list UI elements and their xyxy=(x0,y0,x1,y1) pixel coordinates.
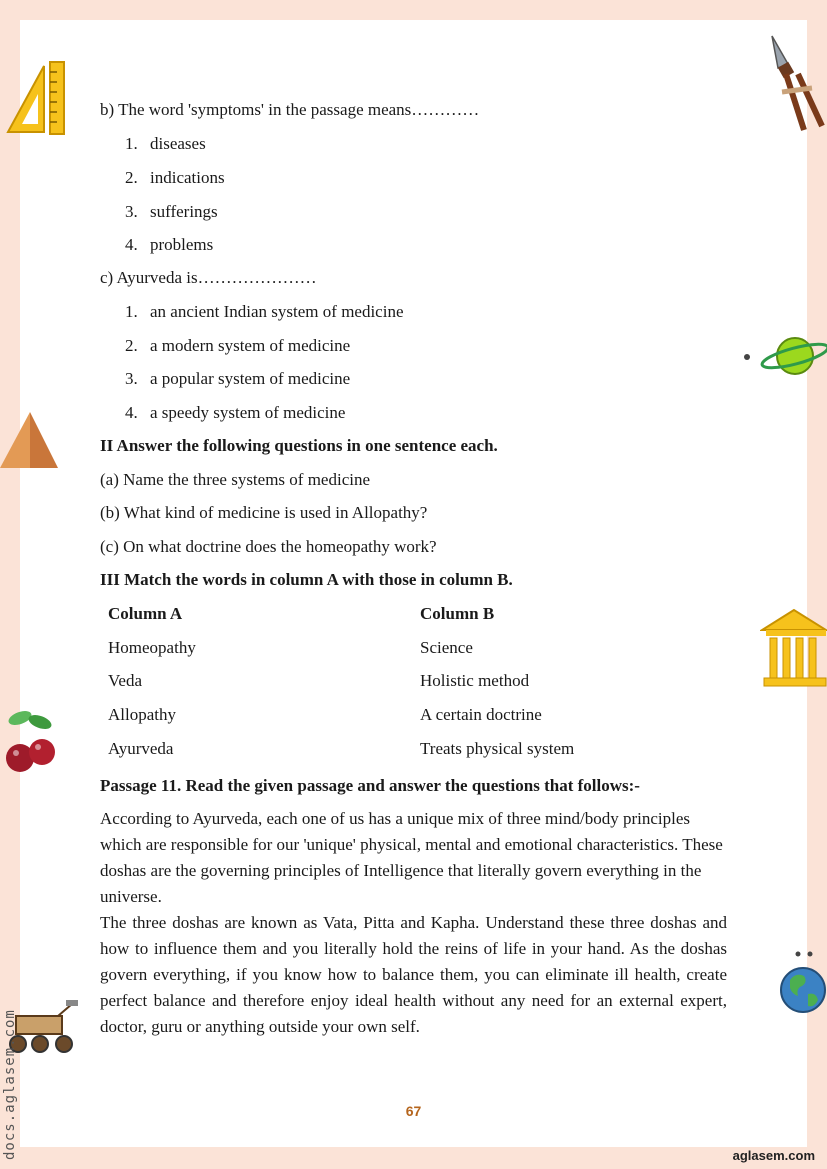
option-b-2: 2. indications xyxy=(125,168,225,187)
option-b-4: 4. problems xyxy=(125,235,214,254)
earth-globe-icon xyxy=(776,946,827,1018)
section-2-question-b: (b) What kind of medicine is used in Allopathy? xyxy=(100,503,428,522)
section-3-heading: III Match the words in column A with those in column B. xyxy=(100,570,513,589)
watermark-text: docs.aglasem.com xyxy=(2,1009,18,1160)
column-a-item: Veda xyxy=(108,671,142,690)
column-b-header: Column B xyxy=(420,604,495,623)
page-number: 67 xyxy=(405,1103,422,1119)
column-a-item: Homeopathy xyxy=(108,638,196,657)
option-c-3: 3. a popular system of medicine xyxy=(125,369,351,388)
question-c-stem: c) Ayurveda is………………… xyxy=(100,268,317,287)
site-name: aglasem.com xyxy=(732,1148,815,1163)
pyramid-icon xyxy=(0,410,60,470)
column-b-item: Treats physical system xyxy=(420,739,575,758)
option-c-1: 1. an ancient Indian system of medicine xyxy=(125,302,404,321)
section-2-question-a: (a) Name the three systems of medicine xyxy=(100,470,371,489)
section-2-question-c: (c) On what doctrine does the homeopathy work? xyxy=(100,537,437,556)
trowel-icon xyxy=(768,34,827,134)
set-square-ruler-icon xyxy=(4,60,68,136)
section-2-heading: II Answer the following questions in one sentence each. xyxy=(100,436,498,455)
berries-icon xyxy=(2,708,58,780)
option-b-1: 1. diseases xyxy=(125,134,206,153)
column-b-item: A certain doctrine xyxy=(420,705,542,724)
temple-icon xyxy=(760,608,827,688)
option-b-3: 3. sufferings xyxy=(125,202,218,221)
column-a-header: Column A xyxy=(108,604,183,623)
question-b-stem: b) The word 'symptoms' in the passage means………… xyxy=(100,100,480,119)
column-a-item: Allopathy xyxy=(108,705,176,724)
passage-paragraph-2: The three doshas are known as Vata, Pitta and Kapha. Understand these three doshas and how to influence them and you literally hold the reins of life in your hand. As the doshas govern everything, if you know how to balance them, you can eliminate ill health, create perfect balance and therefore enjoy ideal health without any need for an external expert, doctor, guru or anything outside your own self. xyxy=(100,913,727,1036)
planet-icon xyxy=(740,330,827,382)
column-b-item: Science xyxy=(420,638,473,657)
option-c-4: 4. a speedy system of medicine xyxy=(125,403,346,422)
passage-heading: Passage 11. Read the given passage and answer the questions that follows:- xyxy=(100,776,640,795)
option-c-2: 2. a modern system of medicine xyxy=(125,336,351,355)
column-b-item: Holistic method xyxy=(420,671,530,690)
passage-paragraph-1: According to Ayurveda, each one of us has a unique mix of three mind/body principles which are responsible for our 'unique' physical, mental and emotional characteristics. These doshas are the governing principles of Intelligence that literally govern everything in the universe. xyxy=(100,809,723,906)
document-page xyxy=(20,20,807,1147)
column-a-item: Ayurveda xyxy=(108,739,174,758)
